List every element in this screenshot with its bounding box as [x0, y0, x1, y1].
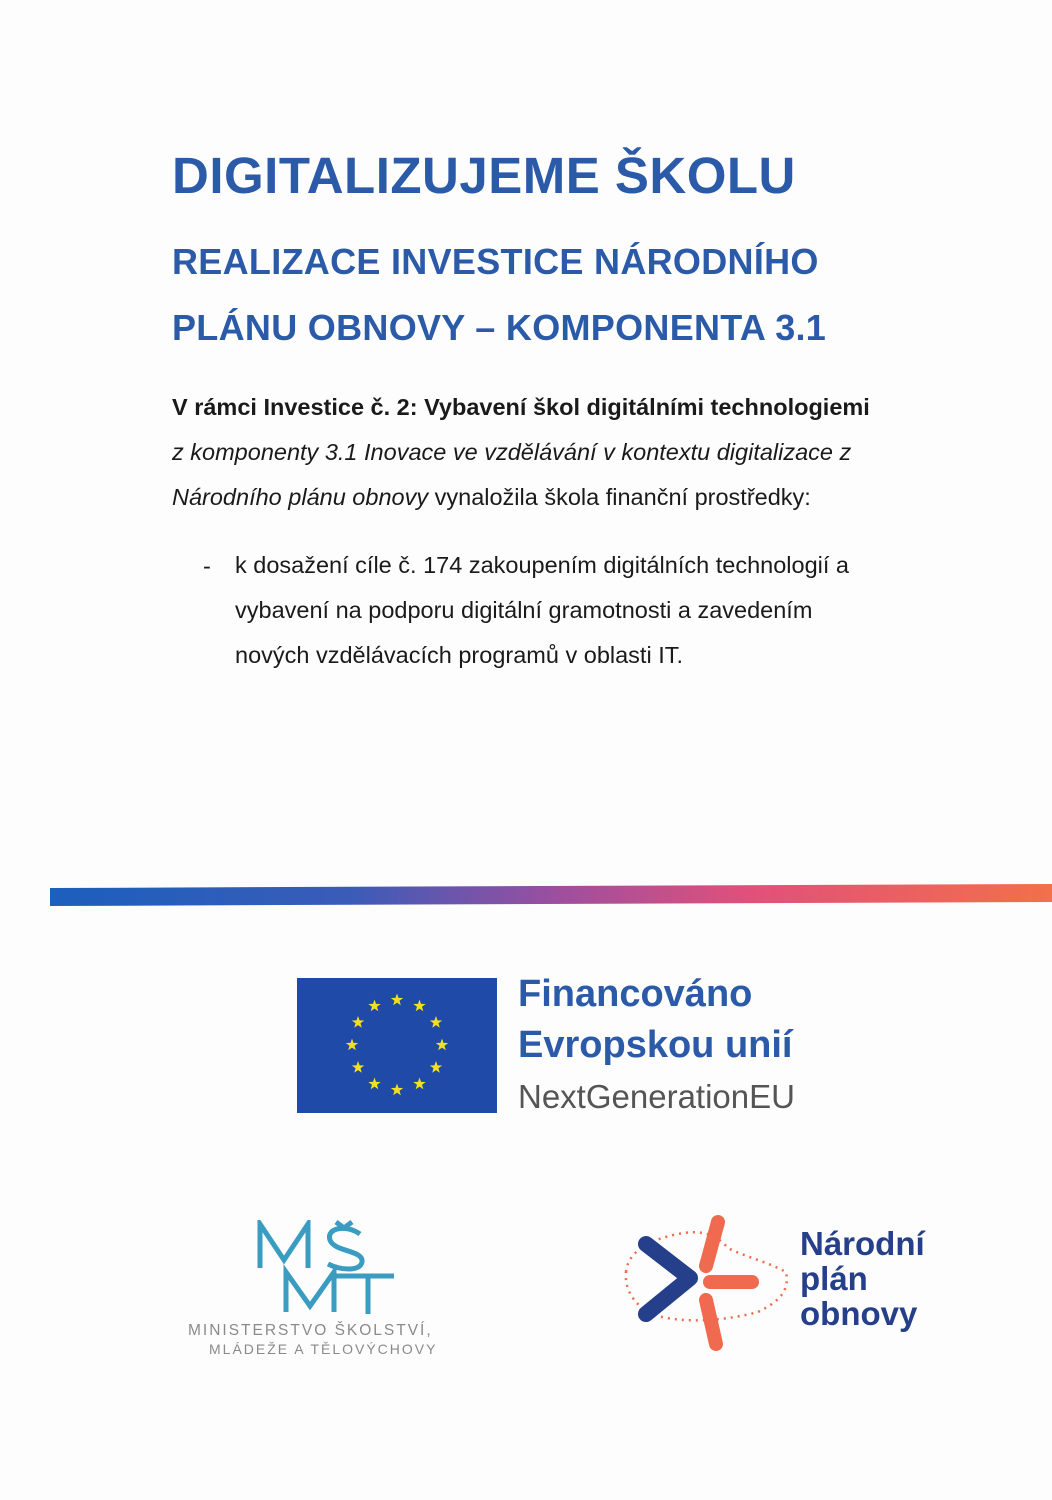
body-line-1: V rámci Investice č. 2: Vybavení škol digitálními technologiemi [172, 394, 870, 420]
body-line-3-rest: vynaložila škola finanční prostředky: [428, 484, 811, 510]
body-line-3-italic: Národního plánu obnovy [172, 484, 429, 510]
msmt-logo-icon [256, 1220, 401, 1316]
eu-flag-icon [297, 978, 497, 1113]
npo-line-2: plán [800, 1260, 868, 1297]
subtitle-line-1: REALIZACE INVESTICE NÁRODNÍHO [172, 241, 819, 282]
eu-funded-line-2: Evropskou unií [518, 1024, 793, 1066]
msmt-name-line-1: MINISTERSTVO ŠKOLSTVÍ, [188, 1322, 433, 1339]
subtitle-line-2: PLÁNU OBNOVY – KOMPONENTA 3.1 [172, 307, 827, 348]
eu-funded-line-1: Financováno [518, 973, 753, 1015]
page-title: DIGITALIZUJEME ŠKOLU [172, 147, 796, 204]
npo-line-1: Národní [800, 1225, 925, 1262]
bullet-line-2: vybavení na podporu digitální gramotnosti a zavedením [235, 597, 813, 623]
gradient-divider [50, 884, 1052, 906]
npo-line-3: obnovy [800, 1295, 918, 1332]
bullet-line-1: k dosažení cíle č. 174 zakoupením digitálních technologií a [235, 552, 849, 578]
next-generation-eu: NextGenerationEU [518, 1078, 795, 1115]
bullet-marker: - [203, 553, 211, 579]
bullet-line-3: nových vzdělávacích programů v oblasti IT. [235, 642, 684, 668]
body-line-3 [172, 484, 811, 511]
npo-logo-icon [618, 1212, 793, 1354]
msmt-name-line-2: MLÁDEŽE A TĚLOVÝCHOVY [209, 1341, 438, 1357]
body-line-2: z komponenty 3.1 Inovace ve vzdělávání v kontextu digitalizace z [172, 439, 852, 465]
